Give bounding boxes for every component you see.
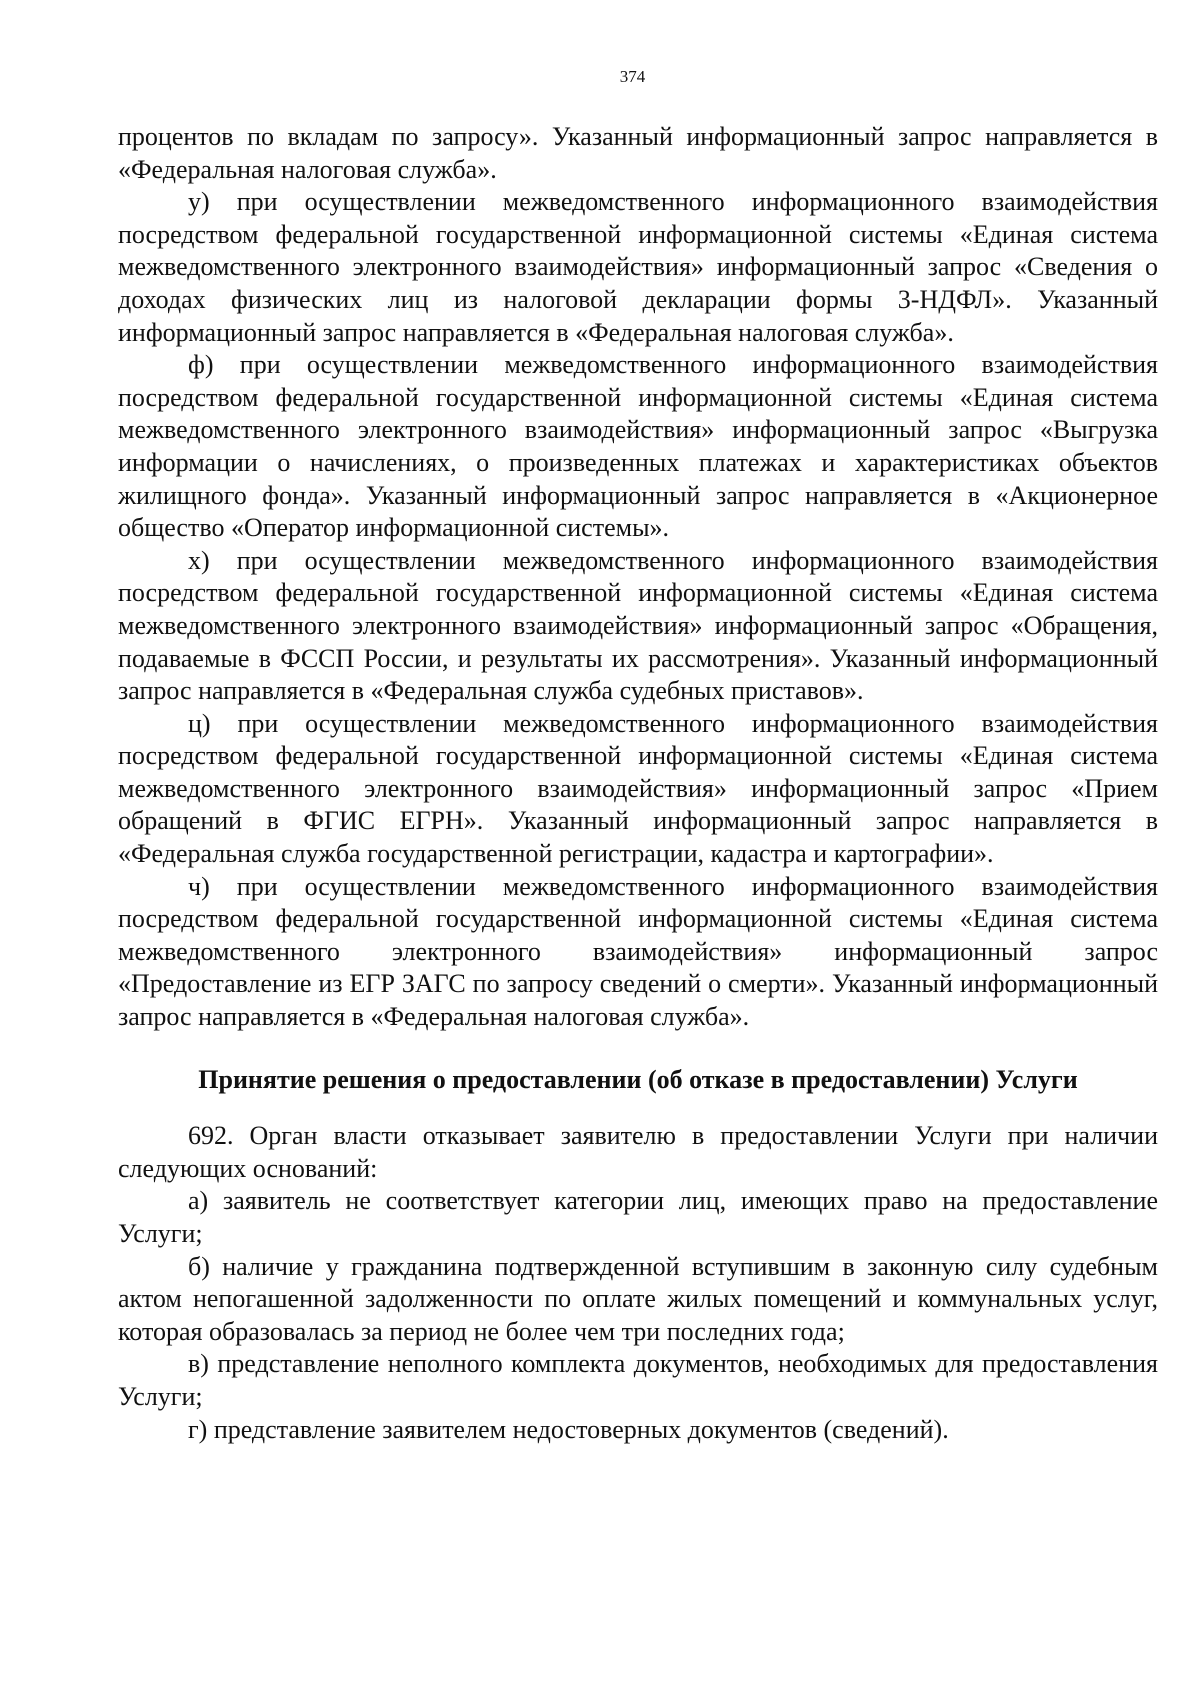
paragraph-continuation: процентов по вкладам по запросу». Указанный информационный запрос направляется в «Федеральная налоговая служба». [118,122,1158,184]
paragraph-item-g: г) представление заявителем недостоверных документов (сведений). [188,1414,949,1444]
section-heading: Принятие решения о предоставлении (об отказе в предоставлении) Услуги [198,1064,1078,1094]
paragraph-item-ch: ч) при осуществлении межведомственного информационного взаимодействия посредством федеральной государственной информационной системы «Единая система межведомственного электронного взаимодействия» информационный запрос «Предоставление из ЕГР ЗАГС по запросу сведений о смерти». Указанный информационный запрос направляется в «Федеральная налоговая служба». [118,871,1158,1032]
document-body [118,121,1158,1446]
paragraph-item-u: у) при осуществлении межведомственного информационного взаимодействия посредством федеральной государственной информационной системы «Единая система межведомственного электронного взаимодействия» информационный запрос «Сведения о доходах физических лиц из налоговой декларации формы 3-НДФЛ». Указанный информационный запрос направляется в «Федеральная налоговая служба». [118,187,1158,347]
paragraph-item-v: в) представление неполного комплекта документов, необходимых для предоставления Услуги; [118,1349,1158,1411]
page-number: 374 [619,67,646,86]
paragraph-item-b: б) наличие у гражданина подтвержденной вступившим в законную силу судебным актом непогашенной задолженности по оплате жилых помещений и коммунальных услуг, которая образовалась за период не более чем три последних года; [118,1251,1158,1346]
paragraph-item-a: а) заявитель не соответствует категории лиц, имеющих право на предоставление Услуги; [118,1186,1158,1248]
paragraph-692: 692. Орган власти отказывает заявителю в предоставлении Услуги при наличии следующих оснований: [118,1121,1158,1183]
paragraph-item-f: ф) при осуществлении межведомственного информационного взаимодействия посредством федеральной государственной информационной системы «Единая система межведомственного электронного взаимодействия» информационный запрос «Выгрузка информации о начислениях, о произведенных платежах и характеристиках объектов жилищного фонда». Указанный информационный запрос направляется в «Акционерное общество «Оператор информационной системы». [118,350,1158,543]
paragraph-item-ts: ц) при осуществлении межведомственного информационного взаимодействия посредством федеральной государственной информационной системы «Единая система межведомственного электронного взаимодействия» информационный запрос «Прием обращений в ФГИС ЕГРН». Указанный информационный запрос направляется в «Федеральная служба государственной регистрации, кадастра и картографии». [118,708,1158,869]
paragraph-item-kh: х) при осуществлении межведомственного информационного взаимодействия посредством федеральной государственной информационной системы «Единая система межведомственного электронного взаимодействия» информационный запрос «Обращения, подаваемые в ФССП России, и результаты их рассмотрения». Указанный информационный запрос направляется в «Федеральная служба судебных приставов». [118,545,1158,706]
